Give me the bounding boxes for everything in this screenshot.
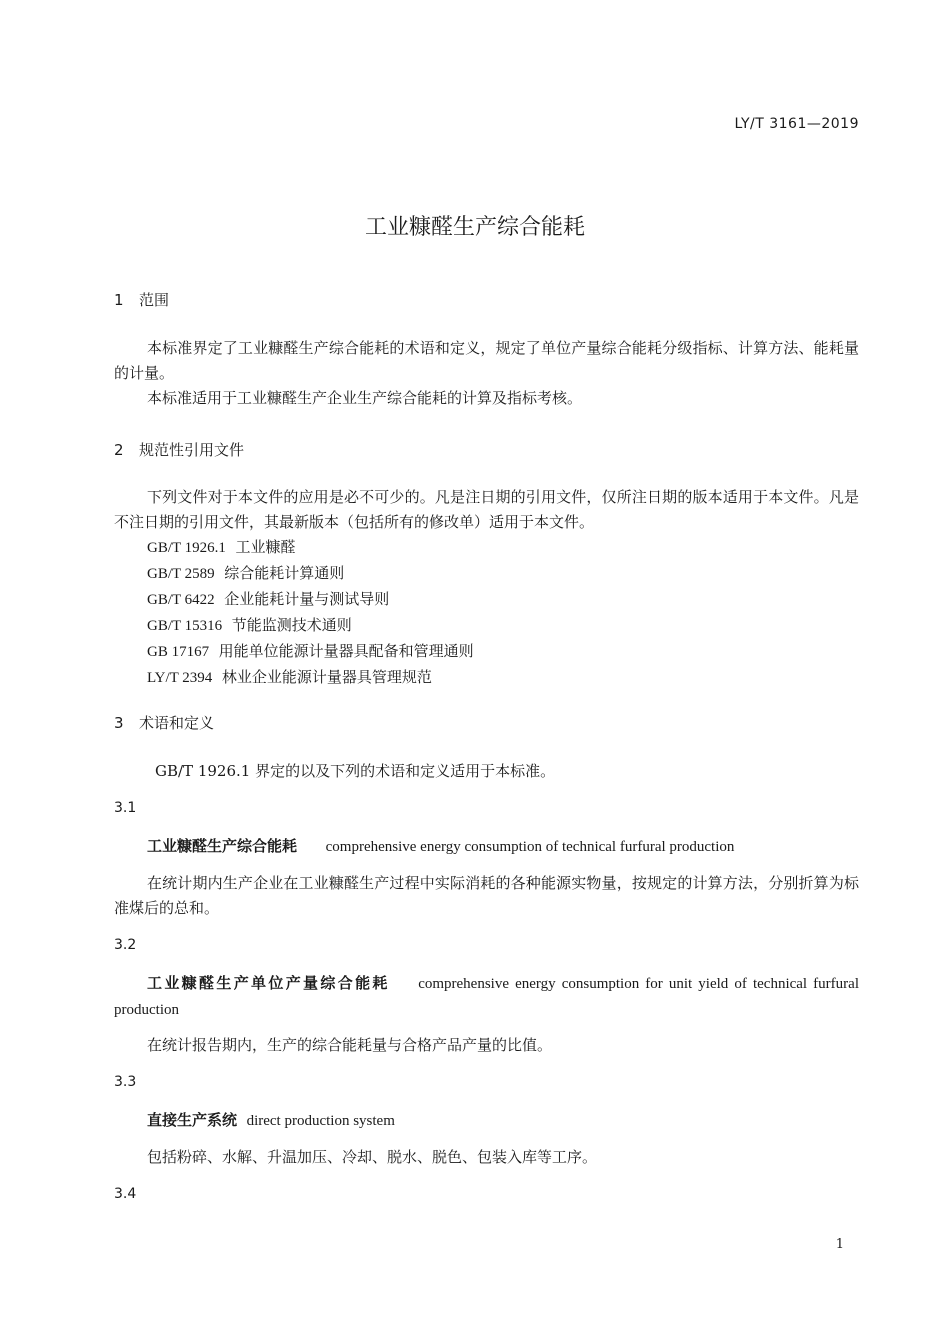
term-zh: 工业糠醛生产综合能耗	[147, 837, 298, 855]
term-definition: 在统计期内生产企业在工业糠醛生产过程中实际消耗的各种能源实物量，按规定的计算方法，分别折算为标准煤后的总和。	[114, 874, 859, 917]
section-title: 术语和定义	[139, 714, 215, 732]
section-3-intro: GB/T 1926.1 界定的以及下列的术语和定义适用于本标准。	[155, 762, 556, 780]
section-2-heading	[114, 439, 859, 460]
document-title: 工业糠醛生产综合能耗	[364, 215, 585, 240]
term-zh: 工业糠醛生产单位产量综合能耗	[147, 974, 390, 992]
section-1-paragraph-2: 本标准适用于工业糠醛生产企业生产综合能耗的计算及指标考核。	[147, 389, 583, 407]
page-number: 1	[835, 1237, 844, 1252]
term-entry	[114, 834, 859, 860]
standard-code: LY/T 3161—2019	[734, 116, 859, 132]
term-entry	[114, 971, 859, 1023]
term-number: 3.4	[114, 1186, 137, 1202]
term-en: direct production system	[246, 1113, 395, 1129]
term-entry	[114, 1108, 859, 1134]
reference-item: GB 17167 用能单位能源计量器具配备和管理通则	[147, 642, 474, 660]
section-number: 2	[114, 441, 124, 459]
term-definition: 包括粉碎、水解、升温加压、冷却、脱水、脱色、包装入库等工序。	[147, 1148, 598, 1166]
section-3-heading	[114, 712, 859, 733]
section-number: 3	[114, 714, 124, 732]
term-number: 3.1	[114, 800, 137, 816]
normative-references-list	[114, 535, 859, 691]
section-title: 范围	[139, 291, 170, 309]
reference-item: GB/T 2589 综合能耗计算通则	[147, 564, 345, 582]
reference-item: LY/T 2394 林业企业能源计量器具管理规范	[147, 668, 432, 686]
section-title: 规范性引用文件	[139, 441, 245, 459]
section-number: 1	[114, 291, 124, 309]
term-number: 3.2	[114, 937, 137, 953]
reference-item: GB/T 1926.1 工业糠醛	[147, 538, 296, 556]
section-1-paragraph-1: 本标准界定了工业糠醛生产综合能耗的术语和定义，规定了单位产量综合能耗分级指标、计算方法、能耗量的计量。	[114, 339, 859, 382]
section-2-intro: 下列文件对于本文件的应用是必不可少的。凡是注日期的引用文件，仅所注日期的版本适用于本文件。凡是不注日期的引用文件，其最新版本（包括所有的修改单）适用于本文件。	[114, 488, 859, 531]
section-1-heading	[114, 289, 859, 310]
term-number: 3.3	[114, 1074, 137, 1090]
term-zh: 直接生产系统	[147, 1111, 238, 1129]
term-en: comprehensive energy consumption for unit yield of technical furfural production	[114, 976, 859, 1018]
term-en: comprehensive energy consumption of technical furfural production	[325, 839, 735, 855]
reference-item: GB/T 15316 节能监测技术通则	[147, 616, 352, 634]
term-definition: 在统计报告期内，生产的综合能耗量与合格产品产量的比值。	[147, 1036, 553, 1054]
reference-item: GB/T 6422 企业能耗计量与测试导则	[147, 590, 390, 608]
